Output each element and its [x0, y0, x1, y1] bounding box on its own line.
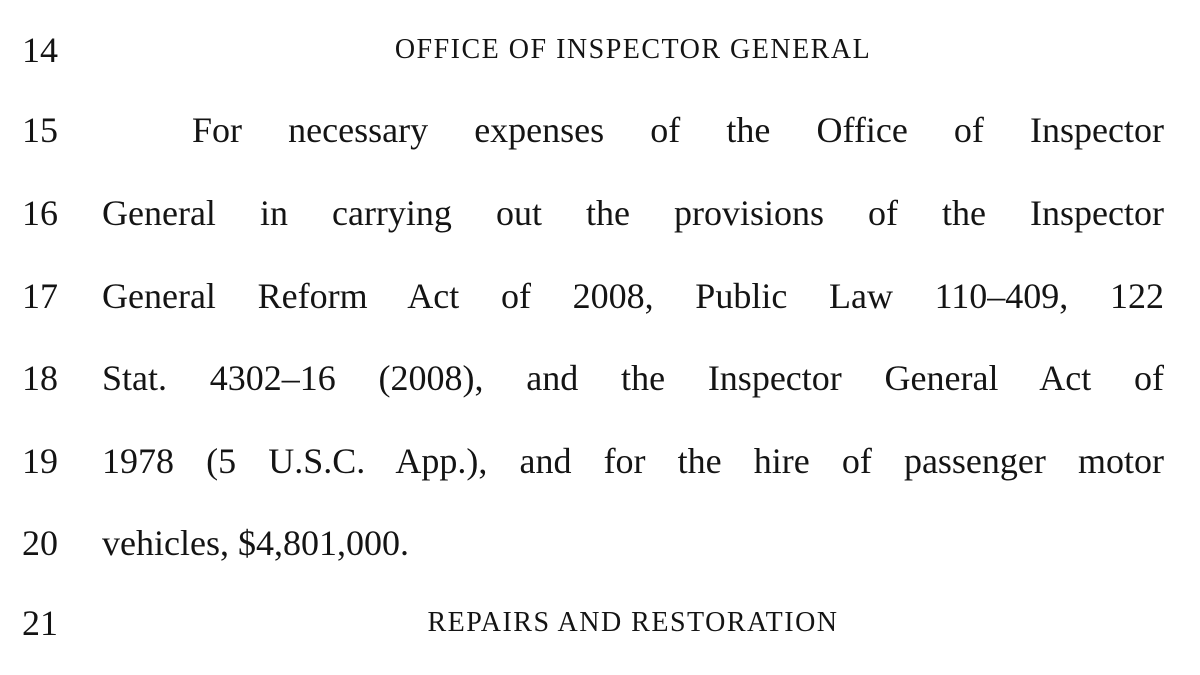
paragraph-line: 1978 (5 U.S.C. App.), and for the hire of passenger motor: [102, 441, 1164, 481]
line-number: 17: [22, 276, 58, 316]
line-number: 16: [22, 193, 58, 233]
paragraph-line: Stat. 4302–16 (2008), and the Inspector General Act of: [102, 358, 1164, 398]
paragraph-line: General in carrying out the provisions of the Inspector: [102, 193, 1164, 233]
line-16: [0, 183, 1200, 243]
line-number: 18: [22, 358, 58, 398]
paragraph-line: For necessary expenses of the Office of Inspector: [192, 110, 1164, 150]
line-number: 19: [22, 441, 58, 481]
line-18: [0, 348, 1200, 408]
paragraph-line-final: vehicles, $4,801,000.: [102, 523, 409, 563]
line-number: 15: [22, 110, 58, 150]
line-17: [0, 266, 1200, 326]
line-20: [0, 513, 1200, 573]
line-15: [0, 100, 1200, 160]
section-heading-repairs-and-restoration: REPAIRS AND RESTORATION: [427, 607, 839, 638]
line-number: 14: [22, 30, 58, 70]
line-number: 21: [22, 603, 58, 643]
line-21: [0, 593, 1200, 653]
line-14: [0, 20, 1200, 80]
section-heading-office-of-inspector-general: OFFICE OF INSPECTOR GENERAL: [394, 34, 872, 65]
line-19: [0, 431, 1200, 491]
line-number: 20: [22, 523, 58, 563]
paragraph-line: General Reform Act of 2008, Public Law 110–409, 122: [102, 276, 1164, 316]
